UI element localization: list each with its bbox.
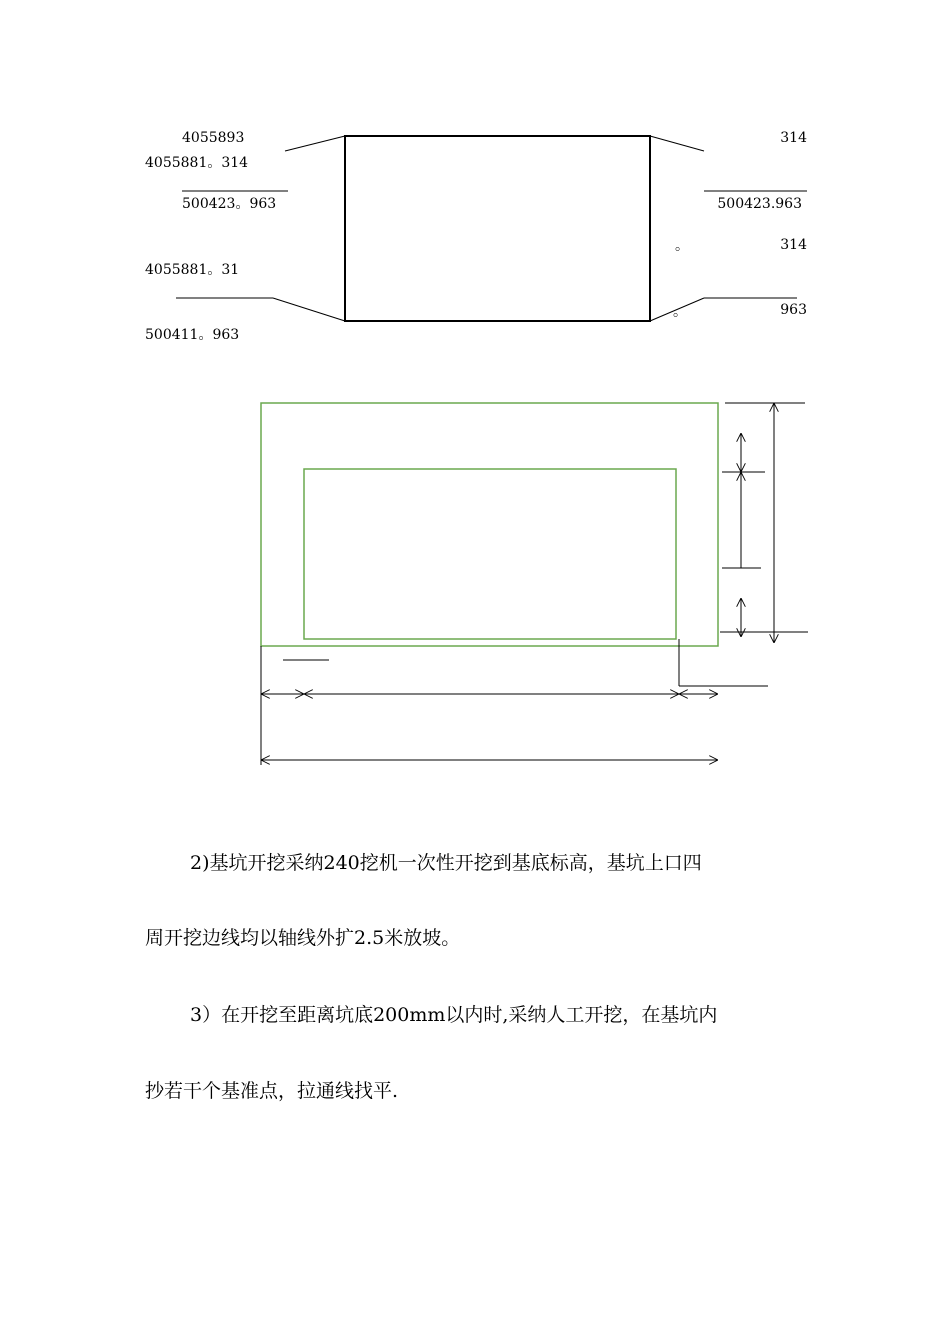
coord-label: 4055893 (182, 130, 245, 146)
paragraph-3-line-1: 3）在开挖至距离坑底200mm以内时,采纳人工开挖，在基坑内 (190, 1004, 718, 1026)
coord-label: 314 (780, 130, 807, 146)
inner-foundation-rect (304, 469, 676, 639)
coord-label: 4055881。314 (145, 155, 249, 171)
paragraph-2-line-2: 周开挖边线均以轴线外扩2.5米放坡。 (145, 927, 461, 949)
coord-label: 963 (780, 302, 807, 318)
coord-label: 500423.963 (717, 196, 802, 212)
coord-label: 4055881。31 (145, 262, 240, 278)
coord-label: 314 (780, 237, 807, 253)
paragraph-3-line-2: 抄若干个基准点，拉通线找平. (145, 1080, 399, 1102)
coord-label: 500423。963 (182, 196, 277, 212)
outer-excavation-rect (261, 403, 718, 646)
coord-dot: 。 (673, 304, 687, 320)
coord-label: 500411。963 (145, 327, 240, 343)
coord-dot: 。 (675, 238, 689, 254)
paragraph-2-line-1: 2)基坑开挖采纳240挖机一次性开挖到基底标高，基坑上口四 (190, 852, 702, 874)
